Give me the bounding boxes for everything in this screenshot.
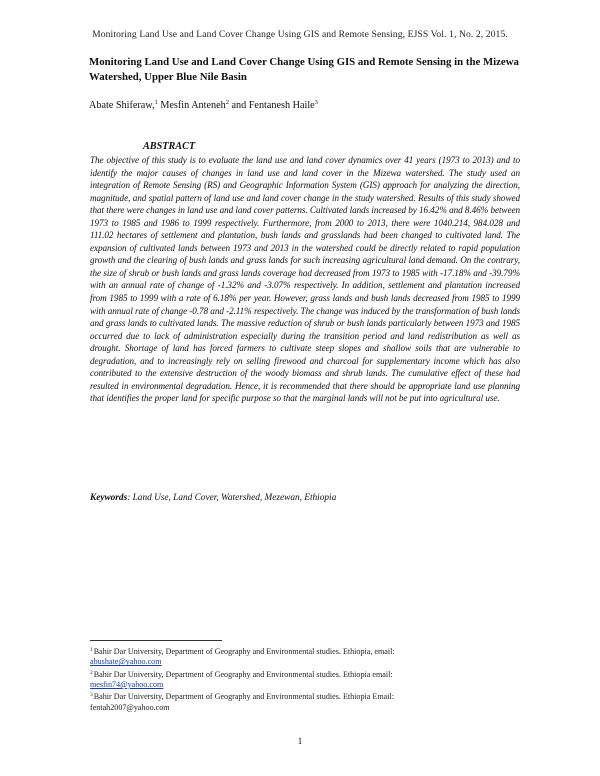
footnote-affiliation: Bahir Dar University, Department of Geography and Environmental studies. Ethiopia Email:: [93, 692, 394, 702]
running-head: Monitoring Land Use and Land Cover Change Using GIS and Remote Sensing, EJSS Vol. 1, No. 2, 2015.: [92, 29, 508, 40]
paper-title: Monitoring Land Use and Land Cover Change Using GIS and Remote Sensing in the Mizewa Watershed, Upper Blue Nile Basin: [89, 56, 519, 83]
footnote-email-link[interactable]: abushate@yahoo.com: [90, 657, 162, 667]
author-3-mark: 3: [314, 99, 318, 106]
footnote-mark: 1: [90, 647, 93, 653]
page-number: 1: [297, 737, 303, 747]
author-2: Mesfin Anteneh: [157, 100, 226, 111]
author-1: Abate Shiferaw,: [89, 100, 155, 111]
keywords-list: : Land Use, Land Cover, Watershed, Mezewan, Ethiopia: [127, 493, 337, 503]
footnote-affiliation: Bahir Dar University, Department of Geography and Environmental studies. Ethiopia, email:: [93, 647, 395, 656]
keywords-label: Keywords: [90, 493, 128, 503]
abstract-body: The objective of this study is to evaluate the land use and land cover dynamics over 41 years (1973 to 2013) and to identify the major causes of changes in land use and land cover in the Mizewa watershed. The study used an integration of Remote Sensing (RS) and Geographic Information System (GIS) approach for analyzing the direction, magnitude, and spatial pattern of land use and land cover change in the study watershed. Results of this study showed that there were changes in land use and land cover patterns. Cultivated lands increased by 16.42% and 8.46% between 1973 to 1985 and 1986 to 1999 respectively. Furthermore, from 2000 to 2013, there were 1040.214, 984.028 and 111.02 hectares of settlement and plantation, bush lands and grasslands had been changed to cultivated land. The expansion of cultivated lands between 1973 and 2013 in the watershed could be directly related to rapid population growth and the clearing of bush lands and grass lands for such increasing agricultural land demand. On the contrary, the size of shrub or bush lands and grass lands coverage had decreased from 1973 to 1985 with -17.18% and -39.79% with an annual rate of change of -1.32% and -3.07% respectively. In addition, settlement and plantation increased from 1985 to 1999 with a rate of 6.18% per year. However, grass lands and bush lands decreased from 1985 to 1999 with annual rate of change -0.78 and -2.11% respectively. The change was induced by the transformation of bush lands and grass lands to cultivated lands. The massive reduction of shrub or bush lands particularly between 1973 and 1985 occurred due to lack of administration especially during the transition period and land redistribution as well as drought. Shortage of land has forced farmers to cultivate steep slopes and shallow soils that are vulnerable to degradation, and to increasingly rely on selling firewood and charcoal for supplementary income which has also contributed to the extensive destruction of the woody biomass and shrub lands. The cumulative effect of these had resulted in environmental degradation. Hence, it is recommended that there should be appropriate land use planning that identifies the proper land for specific purpose so that the marginal lands will not be put into agricultural use.: [90, 155, 520, 404]
keywords: [90, 493, 520, 503]
footnote-mark: 3: [90, 692, 93, 699]
author-2-mark: 2: [225, 99, 229, 106]
footnote-1: [90, 645, 530, 668]
author-1-mark: 1: [154, 99, 158, 106]
footnote-email-link[interactable]: mesfin74@yahoo.com: [90, 680, 164, 690]
footnote-2: [90, 668, 530, 691]
footnote-3: [90, 690, 530, 713]
footnotes: [90, 645, 530, 713]
author-list: [89, 99, 519, 111]
footnote-email: fentah2007@yahoo.com: [90, 702, 170, 712]
footnote-mark: 2: [90, 669, 93, 676]
abstract-heading: ABSTRACT: [143, 141, 196, 152]
footnote-affiliation: Bahir Dar University, Department of Geography and Environmental studies. Ethiopia email:: [93, 669, 393, 679]
footnote-rule: [90, 640, 222, 641]
author-3: and Fentanesh Haile: [228, 100, 315, 111]
